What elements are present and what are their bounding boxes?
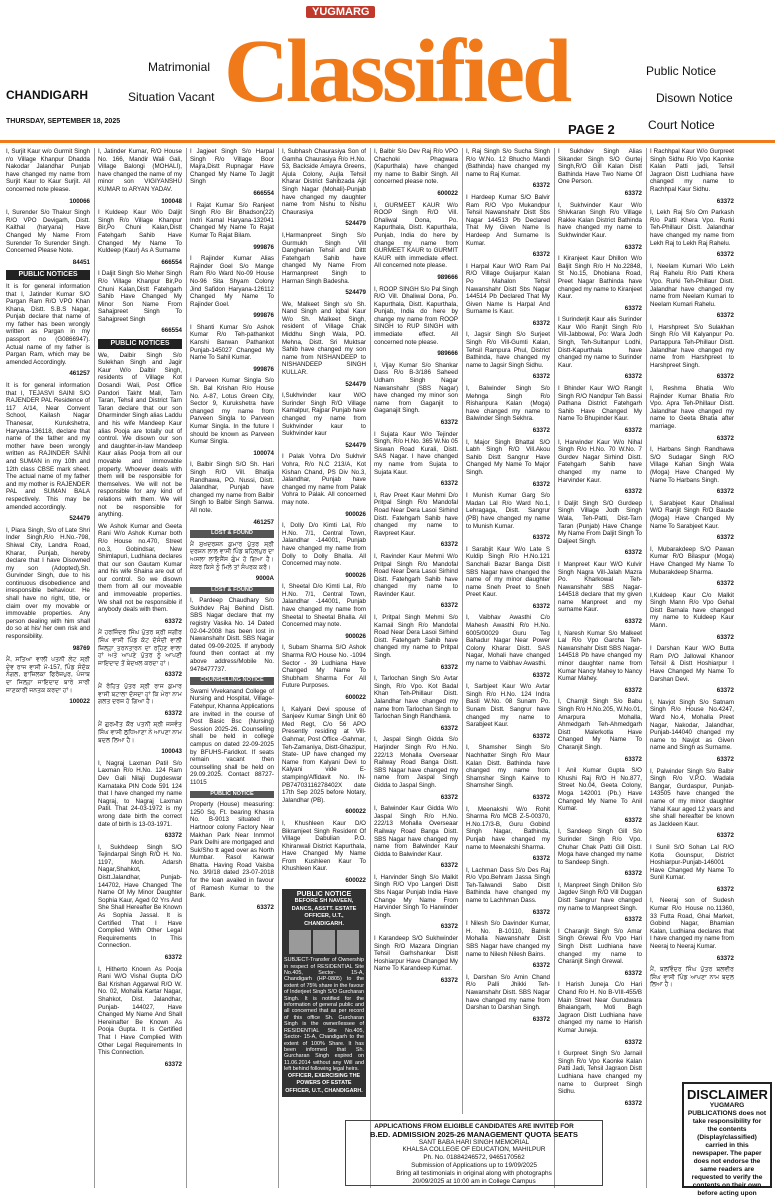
entry-code: 524479	[69, 515, 90, 523]
classified-entry: I, Pritpal Singh Mehmi S/o Karnail Singh R/o Mandofal Road Near Dera Lasoi Sirhind Distt. Fatehgarh Sahib have changed my name to Pritpal Singh.	[374, 614, 458, 660]
classified-entry: I, Reshma Bhatia W/o Rajinder Kumar Bhatia R/o Vpo. Apra Teh-Phillaur Distt. Jalandhar have changed my name to Geeta Bhatia after marriage.	[650, 385, 734, 430]
column-6	[466, 148, 550, 1114]
classified-entry: I, Kalyani Devi spouse of Sanjeev Kumar Singh Unit 60 Med Regt, C/o 56 APO Presently residing at Vill-Gahmar, Post Office -Gahmar, Teh-Zamaniya, Distt-Ghazipur, State- UP have changed my Name from Kalyani Devi to Kalyani vide E-stamping/Affidavit No. IN-PB74703116278402X date 17th Sep 2025 before Notary, Jalandhar (PB).	[282, 705, 366, 804]
column-8	[650, 148, 734, 1076]
classified-entry: I, Harshpreet S/o Sulakhan Singh R/o Vill Kalyanpur Po. Partappura Teh-Phillaur Distt. Jalandhar have changed my name from Harshpreet to Harshpreet Singh.	[650, 323, 734, 369]
classified-entry: I Gurpreet Singh S/o Jarnail Singh R/o Vpo Kaonke Kalan Patti Jadi, Tehsil Jagraon Distt Ludhiana have changed my name to Gurpreet Singh Sidhu.	[558, 1050, 642, 1096]
classified-entry: I, Sarbjeet Kaur W/o Avtar Singh R/o H.No. 124 Indra Basti W.No. 08 Sunam Po. Sunam Distt. Sangrur have changed my name to Sarabjeet Kaur.	[466, 683, 550, 729]
admission-line: APPLICATIONS FROM ELIGIBLE CANDIDATES ARE INVITED FOR	[374, 1123, 574, 1130]
classified-entry: ਮੈਂ ਗੁਰਮੀਤ ਕੌਰ ਪਤਨੀ ਸ਼੍ਰੀ ਜਸਵੰਤ ਸਿੰਘ ਵਾਸੀ ਲੁਧਿਆਣਾ ਨੇ ਆਪਣਾ ਨਾਮ ਬਦਲ ਲਿਆ ਹੈ।	[98, 721, 182, 744]
classified-entry: I, GURMEET KAUR W/o ROOP Singh R/O Vill. Dhaliwal Dona, Po. Kapurthala, Distt. Kapurthala, Punjab, India do here by change my name from GURMEET KAUR to GURMIT KAUR with immediate effect. All concerned note please.	[374, 201, 458, 270]
section-heading: LOST & FOUND	[190, 530, 274, 538]
classified-entry: I, Rav Preet Kaur Mehmi D/o Pritpal Singh R/o Mandofal Road Near Dera Lasoi Sirhind Distt. Fatehgarh Sahib have changed my name to Ravpreet Kaur.	[374, 491, 458, 537]
person-photo	[313, 930, 335, 954]
classified-entry: I Kuldeep Kaur W/o Daljit Singh R/o Village Khanpur Bir,Po Chuni Kalan,Distt Fatehgarh Sahib Have Changed My Name To Kuldeep (Kaur) As A Surname	[98, 209, 182, 255]
column-divider	[554, 148, 555, 1188]
entry-code: 63372	[624, 1038, 642, 1046]
classified-entry: I, Nagraj Laxman Patil S/o Laxman R/o H.No. 124 Ram Dev Gali Nilaji Dugdeswar Karnataka PIN Code 591 124 that I have changed my name Nagraj, to Nagraj Laxman Patil. That 24-03-1972 is my wrong date birth the correct date of birth is 13-03-1971.	[98, 759, 182, 828]
classified-entry: I Nilesh S/o Davinder Kumar, H. No. B-10110, Balmik Mohalla Nawanshahr Distt SBS Nagar have changed my name to Nilesh Nilesh Bains.	[466, 920, 550, 958]
classified-entry: I, Sheetal D/o Kimti Lal, R/o H.No. 7/1, Central Town, Jalandhar -144001, Punjab have changed my name from Sheetal to Sheetal Bhalla. All Concerned may note.	[282, 583, 366, 629]
notice-text: SUBJECT-Transfer of Ownership in respect of RESIDENTIAL Site No.405, Sector- 15-A, Chandigarh (HP-0805) to the extent of 75% share in the favour of Inderjeet Singh S/O Gurcharan Singh. It is notified for the information of general public and all concerned that as per record of this office Sh. Gurcharan Singh is the owner/lessee of RESIDENTIAL Site No.405, Sector- 15-A, Chandigarh to the extent of 100% Share. It has been informed that Sh. Gurcharan Singh expired on 11.06.2014 without any Will and left behind following legal heirs.	[284, 957, 365, 1073]
entry-code: 900026	[345, 571, 366, 579]
classified-entry: I, Meenakshi W/o Rohit Sharma R/o MCB Z-5-00370, H.No.17/3-B, Guru Gobind Singh Nagar, Bathinda, Punjab have changed my name to Meenakshi Sharma.	[466, 805, 550, 851]
classified-entry: I, Balwinder Singh S/o Mehnga Singh R/o Rishanpura Kalan (Moga) have changed my name to Balwinder Singh Sekhra.	[466, 385, 550, 423]
entry-code: 63372	[716, 832, 734, 840]
classified-entry: I, Subhash Chaurasiya Son of Gamha Chaurasiya R/o H.No. 53, Backside Amayra Greens, Ajula Colony, Aujla Tehsil Kharar District Sahibzada Ajit Singh Nagar (Mohali)-Punjab have changed my daughter name from Nishu to Nishu Chaurasiya	[282, 148, 366, 216]
admission-ad	[345, 1120, 603, 1186]
classified-entry: I Darshan Kaur W/O Butta Ram P/O Jallowal Khanoor Tehsil & Distt Hoshiarpur I Have Changed My Name To Darshan Devi.	[650, 645, 734, 683]
notice-photos	[284, 929, 364, 958]
entry-code: 63372	[532, 319, 550, 327]
section-heading: PUBLIC NOTICES	[98, 339, 182, 349]
section-heading: PUBLIC NOTICE	[190, 791, 274, 799]
column-2	[98, 148, 182, 1188]
matrimonial-label: Matrimonial	[148, 60, 211, 74]
entry-code: 989666	[437, 350, 458, 358]
entry-code: 63372	[440, 663, 458, 671]
classified-entry: I, Surjit Kaur w/o Gurmit Singh r/o Village Khanpur Dhadda Nakodar Jalandhar Punjab have changed my name from Surjit Kaur to Kaur Surjit. All concerned note please.	[6, 148, 90, 193]
section-heading: LOST & FOUND	[190, 587, 274, 595]
entry-code: 524479	[345, 220, 366, 228]
classified-entry: I, Ravinder Kaur Mehmi W/o Pritpal Singh R/o Mandofal Road Near Dera Lasoi Sirhind Distt. Fatehgarh Sahib have changed my name to Ravinder Kaur.	[374, 552, 458, 598]
admission-line: Submission of Applications up to 19/09/2025	[411, 1161, 537, 1169]
entry-code: 100066	[69, 197, 90, 205]
classified-entry: I, Pardeep Chaudhary S/o Sukhdev Raj Behind Distt. SBS Nagar declare that my registry Vasika No. 14 Dated 02-04-2008 has been lost in Nawanshahr Distt. SBS Nagar dated 09-09-2025. If anybody found then contact at my above address/Mobile No. 9478477737.	[190, 597, 274, 673]
classified-entry: I Sunil S/O Sohan Lal R/O Kotla Gounspur, District Hoshiarpur-Punjab-146001 Have Changed My Name To Sunil Kumar.	[650, 843, 734, 882]
entry-code: 63372	[624, 304, 642, 312]
entry-code: 63372	[532, 427, 550, 434]
classified-entry: It is for general information that I, TEJASVI SAINI S/O RAJENDER PAL Residence of 117 A/14, Near Convent School, Kailash Nagar Thanesar, Kurukshetra, Haryana-136118, declare that name of the father and my mother have been wrongly written as RAJINDER SAINI and SUMAN in my 10th and 12th class CBSE mark sheet. The actual name of my father and my mother is RAJENDER PAL and SUMAN BALA respectively. This may be amended accordingly.	[6, 382, 90, 511]
person-photo	[289, 930, 311, 954]
entry-code: 63372	[440, 793, 458, 801]
classified-entry: I, Manpreet Singh Dhillon S/o Jagdev Singh R/O Vill Duggan Distt Sangrur have changed my name to Manpreet Singh.	[558, 881, 642, 912]
column-1	[6, 148, 90, 1188]
situation-label: Situation Vacant	[128, 90, 215, 104]
entry-code: 63372	[716, 488, 734, 496]
entry-code: 63372	[532, 793, 550, 801]
entry-code: 63372	[164, 671, 182, 679]
entry-code: 63372	[164, 617, 182, 625]
entry-code: 63372	[624, 686, 642, 694]
entry-code: 63372	[716, 534, 734, 542]
entry-code: 63372	[440, 602, 458, 610]
entry-code: 63372	[624, 549, 642, 557]
classified-entry: I, Lachman Dass S/o Des Raj R/o Vpo.Behram Jassa Singh Teh-Talwandi Sabo Distt Bathinda have changed my name to Lachhman Dass.	[466, 866, 550, 905]
entry-code: 989666	[437, 273, 458, 281]
city-label: CHANDIGARH	[6, 88, 88, 102]
disclaimer-box	[682, 1082, 772, 1197]
classified-entry: I, Jatinder Kumar, R/O House No. 166, Mandir Wali Gali, Village Balongi (MOHALI), have changed the name of my minor son VIGIYANSHU KUMAR to ARYAN YADAV.	[98, 148, 182, 193]
entry-code: 63372	[532, 732, 550, 740]
entry-code: 63372	[256, 903, 274, 911]
entry-code: 63372	[532, 251, 550, 259]
public-notice-box	[282, 889, 366, 1098]
entry-code: 63372	[532, 855, 550, 863]
classified-entry: I Kiranjeet Kaur Dhillon W/o Baljit Singh R/o H No.22848, St No.15, Dhobiana Road, Preet Nagar Bathinda have changed my name to Kiranjeet Kaur.	[558, 255, 642, 301]
notice-heading: BEFORE SH NAVEEN, DANCS, ASSTT. ESTATE OFFICER, U.T., CHANDIGARH.	[291, 898, 357, 928]
classified-entry: I Munish Kumar Garg S/o Madan Lal R/o Ward No.1, Lehragaga, Distt. Sangrur (PB) have changed my name to Munish Kumar.	[466, 492, 550, 530]
entry-code: 63372	[716, 373, 734, 381]
entry-code: 63372	[532, 602, 550, 610]
classified-entry: I, Harbans Singh Randhawa S/O Sudagar Singh R/O Village Kahan Singh Wala (Moga) Have Changed My Name To Harbans Singh.	[650, 446, 734, 484]
entry-code: 63372	[440, 480, 458, 488]
entry-code: 100048	[161, 197, 182, 205]
entry-code: 63372	[624, 243, 642, 251]
entry-code: 63372	[164, 832, 182, 840]
entry-code: 600022	[345, 808, 366, 816]
column-divider	[370, 148, 371, 1188]
admission-line: Bring all testimonials in original along with photographs	[396, 1169, 552, 1177]
classified-entry: I Rajinder Kumar Alias Rajinder Goel S/o Mange Ram R/o Ward No-09 House No-96 Sita Shyam Colony Jind Safidon Haryana-126112 Changed My Name To Rajinder Goel.	[190, 255, 274, 308]
classified-entry: I, Shamsher Singh S/o Nachhatter Singh R/o Maur Kalan Distt. Bathinda have changed my name from Shamsher Singh Kairve to Shamsher Singh.	[466, 744, 550, 790]
classified-entry: It is for general information that I, Jatinder Kumar S/O Pargan Ram R/O VPO Khan Khana, Distt. S.B.S Nagar, Punjab declare that name of my father has been wrongly written as Pargan in my passport no (G0866947). Actual name of my father is Pargan Ram, which may be amended Accordingly.	[6, 282, 90, 366]
classified-entry: Swami Vivekanand College of Nursing and Hospital, Village-Fatehpur, Khanna Applications are invited in the course of Post Basic Bsc (Nursing) Session 2025-26. Counselling shall be held in college campus on dated 22-09-2025 by BFUHS-Faridkot. If seats remain vacant then counselling shall be held on 29.09.2025. Contact 88727-11015	[190, 687, 274, 786]
classified-entry: I, Major Singh Bhattal S/O Labh Singh R/O Vill.Akou Sahib Distt Sangrur Have Changed My Name To Major Singh.	[466, 438, 550, 476]
classified-entry: I,Harmanpreet Singh S/o Gurmukh Singh Vill Dangherian Tehsil and Dittt Fatehgarh Sahib have changed My Name From Harmanpreet Singh to Harman Singh Badesha.	[282, 231, 366, 285]
classified-entry: I,Sukhvinder kaur W/O Surinder Singh R/O Village Kamalpur, Rajpar Punjab have changed my name from Sukhvinder kaur to Sukhvinder kaur	[282, 392, 366, 438]
entry-code: 63372	[440, 923, 458, 931]
classified-entry: ਮੈਂ, ਸਤਿਆ ਵਾਲੀ ਪਤਨੀ ਲੇਟ ਸ਼੍ਰੀ ਦੇਵ ਰਾਜ ਵਾਸੀ ਮੋ-157, ਪਿੰਡ ਸੰਦੋਕ ਨੰਗਲ, ਫਾਜ਼ਿਲਕਾ ਫਿਰੋਜ਼ਪੁਰ, ਪੰਜਾਬ ਦਾ ਜਿਲ੍ਹਾ ਜਾਇਦਾਦ ਬਾਰੇ ਸਾਰੀ ਜਾਣਕਾਰੀ ਜਨਤਕ ਕਰਦਾ ਹਾਂ।	[6, 656, 90, 694]
entry-code: 63372	[624, 969, 642, 977]
entry-code: 63372	[716, 197, 734, 205]
entry-code: 100074	[253, 449, 274, 457]
classified-entry: I, Vaibhav Awasthi C/o Mahesh Awasthi R/o H.No. 6005/00029 Guru Teg Bahadur Nagar Near Power Colony Kharar Distt. SAS Nagar, Mohali have changed my name to Vaibhav Awasthi.	[466, 614, 550, 668]
column-divider	[278, 148, 279, 1188]
entry-code: 98769	[72, 644, 90, 652]
classified-entry: I Anil Kumar Gupta S/O Khushi Raj R/O H No.877, Street No.04, Geeta Colony, Moga 142001 (Pb.) Have Changed My Name To Anil Kumar.	[558, 767, 642, 813]
entry-code: 63372	[532, 480, 550, 488]
admission-line: Ph. No. 01884246572, 9465170562	[423, 1154, 525, 1162]
classified-entry: I,Kuldeep Kaur C/o Malkit Singh Mann R/o Vpo Gehal Distt Barnala have changed my name to Kuldeep Kaur Mann.	[650, 591, 734, 630]
entry-code: 63372	[532, 908, 550, 916]
classified-entry: I, Raj Singh S/o Sucha Singh R/o W.No. 12 Bhucho Mandi (Bathinda) have changed my name to Raj Kumar.	[466, 148, 550, 178]
classified-entry: I, Balbir Singh S/O Sh. Hari Singh R/O Vill. Bhatija Randhawa, PO. Nussi, Distt. Jalandhar, Punjab have changed my name from Balbir Singh to Balbir Singh Sanwa. All note.	[190, 461, 274, 514]
column-divider	[646, 148, 647, 1188]
entry-code: 900026	[345, 632, 366, 640]
entry-code: 63372	[440, 724, 458, 732]
entry-code: 63372	[624, 488, 642, 496]
entry-code: 600022	[345, 694, 366, 701]
public-notice-label: Public Notice	[646, 64, 717, 78]
column-divider	[94, 148, 95, 1188]
classified-entry: I, Khushleen Kaur D/O Bikramjeet Singh Resident Of Village Dabulian P.O. Khiranwali District Kapurthala, Have Changed My Name From Kushleen Kaur To Khushleen Kaur.	[282, 819, 366, 873]
entry-code: 63372	[716, 251, 734, 259]
classified-entry: I Sukhdev Singh Alias Sikander Singh S/O Gurtej Singh,R/O Gill Kalan Distt Bathinda Have Two Name Of One Person.	[558, 148, 642, 186]
classified-entry: I, Hitherto Known As Pooja Rani W/O Vishal Gupta D/O Bal Krishan Aggarwal R/O W. No. 02, Mohalla Kartar Nagar, Shahkot, Dist. Jalandhar, Punjab- 144027, Have Changed My Name And Shall Hereinafter Be Known As Pooja Gupta. It is Certified That I Have Complied With Other Legal Requirements In This Connection.	[98, 965, 182, 1057]
notice-heading: PUBLIC NOTICE	[296, 890, 352, 898]
entry-code: 666554	[253, 189, 274, 197]
section-heading: COUNSELLING NOTICE	[190, 677, 274, 685]
entry-code: 900026	[345, 510, 366, 518]
classified-entry: I, Jagsir Singh S/o Surjeet Singh R/o Vill-Gumti Kalan, Tehsil Rampura Phul, District Bathinda, have changed my name to Jagsir Singh Sidhu.	[466, 331, 550, 369]
entry-code: 63372	[624, 1099, 642, 1107]
classified-entry: I, Dolly D/o Kimti Lal, R/o H.No. 7/1, Central Town, Jalandhar -144001, Punjab have changed my name from Dolly to Dolly Bhalla. All Concerned may note.	[282, 522, 366, 568]
classified-entry: I Sarabjit Kaur W/o Late S Kuldip Singh R/o H.No.121 Sanchali Bazar Banga Distt SBS Nagar have changed the name of my minor daughter name Sneh Preet to Sneh Preet Kaur.	[466, 545, 550, 599]
classified-entry: I, Neeraj son of Sudesh Kumar R/o House no.11360, 33 Futta Road, Ghai Market, Gobind Nagar, Bhamian Kalan, Ludhiana declares that I have changed my name from Neeraj to Neeraj Kumar.	[650, 897, 734, 951]
classified-entry: I, Piara Singh, S/o of Late Shri Inder Singh,R/o H.No.-798, Shiwal City, Landra Road, Kharar, Punjab, hereby declare that I have Disowned my son (Adopted),Sh. Gurvinder Singh, due to his continuous disobedience and irresponsible behaviour. He shall have no right, title, or claim over my movable or immovable properties. Any person dealing with him shall do so at his/ her own risk and responsibility.	[6, 526, 90, 641]
entry-code: 63372	[532, 962, 550, 970]
entry-code: 63372	[716, 312, 734, 320]
disclaimer-text: YUGMARG PUBLICATIONS does not take responsibility for the contents (Display/classified) carried in this newspaper. The paper does not endorse the same readers are requested to verify the contents on their own before acting upon	[687, 1102, 767, 1197]
entry-code: 63372	[532, 534, 550, 542]
column-divider	[462, 148, 463, 1114]
column-3	[190, 148, 274, 1188]
admission-line: 20/09/2025 at 10:00 am in College Campus	[412, 1177, 536, 1185]
classified-entry: I Sujata Kaur W/o Tejinder Singh, R/o H.No. 365 W.No 05 Siswan Road Kurali, Distt. SAS Nagar. I have changed my name from Sujata to Sujata Kaur.	[374, 430, 458, 476]
entry-code: 63372	[716, 755, 734, 763]
classified-entry: I, Jaspal Singh Gidda S/o Harjinder Singh R/o H.No. 222/13 Mohalla Overseaar Railway Road Banga Distt. SBS Nagar have changed my name from Jaspal Singh Gidda to Jaspal Singh.	[374, 736, 458, 789]
classified-entry: We Ashok Kumar and Geeta Rani W/o Ashok Kumar both R/o House no.470, Street no.3, Gobindsar, New Shimlapuri, Ludhiana declares that our son Gautam Kumar and his wife Shaina are out of our control. So we disown them from all our moveable and immoveable properties. We shall not be responsible if anybody deals with them.	[98, 522, 182, 614]
disclaimer-title: DISCLAIMER	[687, 1087, 768, 1102]
classified-entry: I Manpreet Kaur W/O Kulvir Singh Nagra Vill-Jalah Mazra Po. Kharkowal Teh-Nawanshahr SBS Nagar-144518 declare that my given name Manpreet and my surname Kaur.	[558, 560, 642, 614]
entry-code: 63372	[624, 189, 642, 197]
entry-code: 9000A	[255, 575, 274, 583]
classified-entry: I Rachhpal Kaur W/o Gurpreet Singh Sidhu R/o Vpo Kaonke Kalan Patti jadi, Tehsil Jagraon Distt Ludhiana have changed my name to Rachhpal Kaur Sidhu.	[650, 148, 734, 193]
entry-code: 63372	[624, 916, 642, 924]
classified-entry: ਮੈਂ ਹਰਜਿੰਦਰ ਸਿੰਘ ਪੁੱਤਰ ਸ਼੍ਰੀ ਜਗੀਰ ਸਿੰਘ ਵਾਸੀ ਪਿੰਡ ਕੋਟ ਦੋਸੰਦੀ ਵਾਲੀ ਜ਼ਿਲ੍ਹਾ ਤਰਨਤਾਰਨ ਦਾ ਰਹਿਣ ਵਾਲਾ ਹਾਂ ਅਤੇ ਆਪਣੇ ਪੁੱਤਰ ਨੂੰ ਆਪਣੀ ਜਾਇਦਾਦ ਤੋਂ ਬੇਦਖਲ ਕਰਦਾ ਹਾਂ।	[98, 629, 182, 667]
entry-code: 63372	[716, 954, 734, 962]
entry-code: 63372	[164, 709, 182, 717]
admission-line: KHALSA COLLEGE OF EDUCATION, MAHILPUR	[402, 1146, 546, 1154]
disown-notice-label: Disown Notice	[656, 91, 733, 105]
entry-code: 524479	[345, 380, 366, 388]
entry-code: 100022	[69, 698, 90, 706]
entry-code: 666554	[161, 327, 182, 335]
entry-code: 461257	[253, 518, 274, 526]
classified-entry: ਮੈਂ ਰੋਹਿਤ ਪੁੱਤਰ ਸ਼੍ਰੀ ਰਾਜ ਕੁਮਾਰ ਵਾਸੀ ਬਟਾਲਾ ਦੱਸਦਾ ਹਾਂ ਕਿ ਮੇਰਾ ਨਾਮ ਗਲਤ ਦਰਜ ਹੋ ਗਿਆ ਹੈ।	[98, 683, 182, 706]
classified-entry: I Daljit Singh S/O Gurdeep Singh Village Jodh Singh Wala, Teh-Patti, Dist-Tarn Taran (Punjab) Have Change My Name From Daljit Singh To Daljeet Singh.	[558, 499, 642, 545]
entry-code: 600022	[437, 189, 458, 197]
classified-entry: I, Naresh Kumar S/o Malkeet Lal R/o Vpo Garcha Teh-Nawanshahr Distt SBS Nagar-144518 Pb have changed my minor daughter name from Kumar Nancy Mahey to Nancy Kumar Mahey.	[558, 629, 642, 683]
classified-entry: I Karandeep S/O Sukhwinder Singh R/O Mazara Dingrian Tehsil Garhshankar Distt Hoshiarpur Have Changed My Name To Karandeep Kumar.	[374, 935, 458, 973]
classified-entry: I Harpal Kaur W/O Ram Pal R/O Village Guijarpur Kalan Po Mahalon Tehsil Nawanshahr Distt Sbs Nagar 144514 Pb Declared That My Given Name Is Harpal And Surname Is Kaur.	[466, 262, 550, 316]
classified-entry: I, Neelam Kumari W/o Lekh Raj Rahelu R/o Patti Khera Vpo. Rurki Teh-Phillaur Distt. Jalandhar have changed my name from Neelam Kumari to Neelam Kumari Rahelu.	[650, 262, 734, 308]
entry-code: 63372	[440, 862, 458, 870]
classified-entry: ਮੈਂ, ਬਲਵਿੰਦਰ ਸਿੰਘ ਪੁੱਤਰ ਬਲਵੀਰ ਸਿੰਘ ਵਾਸੀ ਪਿੰਡ ਆਪਣਾ ਨਾਮ ਬਦਲ ਲਿਆ ਹੈ।	[650, 966, 734, 989]
entry-code: 524479	[345, 289, 366, 297]
notice-footer: OFFICER, EXERCISING THE POWERS OF ESTATE OFFICER, U.T., CHANDIGARH.	[285, 1072, 363, 1094]
entry-code: 999876	[253, 312, 274, 320]
entry-code: 63372	[532, 671, 550, 679]
classified-entry: I, Harwinder Kaur W/o Nihal Singh R/o H.No. 70 W.No. 7 Gurdev Nagar Sirhind Distt. Fatehgarh Sahib have changed my name to Harvinder Kaur.	[558, 438, 642, 484]
classified-entry: We, Malkeet Singh s/o Sh. Nand Singh and Iqbal Kaur W/o Sh. Malkeet Singh, resident of Village Chak Middhu Singh Wala, PO. Mehna, Distt. Sri Muktsar Sahib have changed my son name from NISHANDEEP to NISHANDEEP SINGH KULLAR.	[282, 300, 366, 377]
classified-entry: I, Sukhdeep Singh S/O Tejindarpal Singh R/O H. No. 1197, Moh. Adarsh Nagar,Shahkot, Distt.Jalandhar, Punjab-144702, Have Changed The Name Of My Minor Daughter Sophia Kaur, Aged 02 Yrs And She Shall Hereafter Be Known As Sophia Jassal. It is Certified That I Have Complied With Other Legal Requirements In This Connection.	[98, 843, 182, 950]
entry-code: 524479	[345, 441, 366, 449]
classified-entry: I, Subam Sharma S/O Ashok Sharma R/O House No. -1094 Sector - 39 Ludhiana Have Changed My Name To Shubham Sharma For All Future Purposes.	[282, 644, 366, 690]
classified-entry: Property (House) measuring: 1250 Sq. Ft. bearing Khasra No. B-9013 situated in Hartnoor colony Factory Near Makhan Park Near Inmmol Park Delhi are mortgaged and Suk/Sho tt aged over as North Mumbar. Rasol Kanwar Bhatta. Having Road Vaisba No. 3/9/18 dated 23-07-2018 for the loan availed in favour of Ramesh Kumar to the Bank.	[190, 801, 274, 900]
classified-entry: I Harish Juneja C/o Hari Chand R/o H. No B-VIII-455/B Main Street Near Gurudwara Bhaiangarh, Moti Bagh Jagraon Distt Ludhiana have changed my name to Harish Kumar Juneja.	[558, 981, 642, 1034]
entry-code: 63372	[624, 755, 642, 763]
column-5	[374, 148, 458, 1114]
entry-code: 63372	[164, 1060, 182, 1068]
entry-code: 63372	[440, 541, 458, 549]
entry-code: 63372	[624, 373, 642, 381]
entry-code: 63372	[164, 954, 182, 961]
entry-code: 100043	[161, 748, 182, 756]
entry-code: 63372	[716, 687, 734, 695]
entry-code: 461257	[69, 370, 90, 378]
entry-code: 63372	[532, 373, 550, 381]
entry-code: 63372	[716, 633, 734, 641]
classified-entry: We, Dalbir Singh S/o Sulekhan Singh and Jagir Kaur W/o Dalbir Singh, residents of Village Kot Dosandi Wali, Post Office Pandori Takht Mall, Tarn Taran, Tehsil and District Tarn Taran declare that our son Dharminder Singh alias Laddu and his wife Mandeep Kaur alias Pooja are totally out of control. We disown our son and daughter-in-law Mandeep Kaur alias Pooja from all our movable and immovable property. Whoever deals with them will be responsible for themselves. We will not be responsible for any kind of relations with them. We will not be responsible for anything.	[98, 351, 182, 519]
entry-code: 63372	[440, 977, 458, 984]
entry-code: 600022	[345, 877, 366, 885]
classified-entry: I, Surender S/o Thakur Singh R/O VPO Devigarh, Distt. Kaithal (haryana) Have Changed My Name From Surender To Surender Singh. Concerned Please Note.	[6, 209, 90, 255]
classified-entry: I, Sarabjeet Kaur Dhaliwal W/O Ranjit Singh R/O Baude (Moga) Have Changed My Name To Sarabjeet Kaur.	[650, 499, 734, 530]
column-divider	[186, 148, 187, 1188]
classified-entry: I Charanjit Singh S/o Amar Singh Grewal R/o Vpo Hari Singh Distt Ludhiana have changed my name to Charanjit Singh Grewal.	[558, 927, 642, 966]
classified-entry: I Surinderjit Kaur alis Surinder Kaur W/o Ranjit Singh R/o Vill-Jabbowal, Po: Wara Jodh Singh, Teh-Sultanpur Lodhi, Distt-Kapurthala have changed my name to Surinder Kaur.	[558, 316, 642, 369]
column-4	[282, 148, 366, 1188]
entry-code: 63372	[532, 1015, 550, 1023]
classified-entry: I, Vijay Kumar S/o Shankar Dass R/o B-3/186 Saheed Udham Singh Nagar Nawanshahr (SBS Nagar) have changed my minor son name from Gaganjit to Gaganajit Singh.	[374, 361, 458, 415]
entry-code: 63372	[624, 427, 642, 434]
entry-code: 84451	[72, 258, 90, 266]
classified-entry: I Jagjeet Singh S/o Harpal Singh R/o Village Boor Majra,Distt Rupnagar Have Changed My Name To Jagjit Singh	[190, 148, 274, 186]
classified-entry: I, Balwinder Kaur Gidda W/o Jaspal Singh R/o H.No. 222/13 Mohalla Overseaar Railway Road Banga Distt. SBS Nagar have changed my name from Balwinder Kaur Gidda to Balwinder Kaur.	[374, 805, 458, 858]
classified-entry: I, Charnjit Singh S/o Babu Singh R/o H.No.205, W.No.01, Amarpura Mohalla, Ahmedgarh Teh-Ahmedgarh Distt Malerkotla Have Changed My Name To Charanjit Singh.	[558, 698, 642, 751]
admission-line: SANT BABA HARI SINGH MEMORIAL	[418, 1138, 530, 1146]
classified-entry: I, Mubarakdeep S/O Pawan Kumar R/O Bilaspur (Moga) Have Changed My Name To Mubarakdeep Sharma.	[650, 545, 734, 576]
classified-entry: I, Palwinder Singh S/o Balbir Singh R/o V.P.O. Wadala Bangar, Gurdaspur, Punjab-143505 have changed the name of my minor daughter Yahal Kaur aged 12 years and she shall hereafter be known as Jackleen Kaur.	[650, 767, 734, 828]
classified-entry: I, Harvinder Singh S/o Malkit Singh R/O Vpo Langeri Distt Sbs Nagar Punjab India Have Change My Name From Harvinder Singh To Harwinder Singh.	[374, 873, 458, 919]
classified-entry: I, Tarlochan Singh S/o Avtar Singh, R/o Vpo. Kot Badal Khan Teh-Phillaur Distt. Jalandhar have changed my name from Tarlochan Singh to Tarlochan Singh Randhawa.	[374, 675, 458, 721]
court-notice-label: Court Notice	[648, 118, 715, 132]
classified-entry: I Palak Vohra D/o Sukhvir Vohra, R/o N.C 213/A, Kot Kishan Chand, PS Div No.3, Jalandhar, Punjab have changed my name from Palak Vohra to Palak. All concerned may note.	[282, 453, 366, 506]
classified-entry: I, ROOP SINGH S/o Pal Singh R/O Vill. Dhaliwal Dona, Po. Kapurthala, Distt. Kapurthala, Punjab, India do here by change my name from ROOP SINGH to RUP SINGH with immediate effect. All concerned note please.	[374, 285, 458, 346]
classified-entry: I Daljit Singh S/o Meher Singh R/o Village Khanpur Bir,Po Chuni Kalan,Distt Fatehgarh Sahib Have Changed My Minor Son Name From Sahajpreet Singh To Sahajpreet Singh	[98, 270, 182, 323]
classified-entry: ਮੈਂ ਸੁਖਦਰਸ਼ਨ ਕੁਮਾਰ ਪੁੱਤਰ ਸ਼੍ਰੀ ਦਰਸ਼ਨ ਲਾਲ ਵਾਸੀ ਪਿੰਡ ਬਹਿਲਪੁਰ ਦਾ ਅਸਲਾ ਲਾਇਸੈਂਸ ਗੁੰਮ ਹੋ ਗਿਆ ਹੈ। ਜੇਕਰ ਕਿਸੇ ਨੂੰ ਮਿਲੇ ਤਾਂ ਸੰਪਰਕ ਕਰੋ।	[190, 540, 274, 571]
classified-entry: I, Sukhvinder Kaur W/o Shivkaran Singh R/o Village Rakke Kalan District Bathinda have changed my name to Sukhwinder Kaur.	[558, 201, 642, 239]
classified-entry: I, Navjot Singh S/o Satnam Singh R/o House No.4247, Ward No.4, Mohalla Preet Nagar, Nakodar, Jalandhar, Punjab-144040 changed my name to Navjot as Given name and Singh as Surname.	[650, 698, 734, 752]
classified-entry: I, Balbir S/o Dev Raj R/o VPO Chachoki Phagwara (Kapurthala) have changed my name to Balbir Singh. All concerned please note.	[374, 148, 458, 186]
entry-code: 63372	[624, 618, 642, 626]
entry-code: 63372	[440, 419, 458, 426]
classified-entry: I Shanti Kumar S/o Ashok Kumar R/o Teh-pathankot Kanshi Barwan Pathankot Punjab-145027 Changed My Name To Sahil Kumar.	[190, 323, 274, 362]
entry-code: 63372	[716, 885, 734, 893]
entry-code: 63372	[716, 434, 734, 442]
entry-code: 63372	[532, 182, 550, 190]
classified-entry: I Hardeep Kumar S/O Balvir Ram R/O Vpo Mukandpur Tehsil Nawanshahr Distt Sbs Nagar 144513 Pb Declared That My Given Name Is Hardeep And Surname Is Kumar.	[466, 193, 550, 247]
page-title: Classified	[224, 22, 570, 121]
page-number: PAGE 2	[568, 122, 615, 137]
classified-entry: I Rajat Kumar S/o Ranjeet Singh R/o Bir Bhadson(22) Indri Karnal Haryana-132041 Changed My Name To Rajat Kumar To Rajat Bilam.	[190, 201, 274, 239]
entry-code: 999876	[253, 243, 274, 251]
classified-entry: I, Lekh Raj S/o Om Parkash R/o Patti Khera Vpo. Rurki Teh-Phillaur Distt. Jalandhar have changed my name from Lekh Raj to Lekh Raj Rahelu.	[650, 209, 734, 247]
section-heading: PUBLIC NOTICES	[6, 270, 90, 280]
classified-entry: I, Sandeep Singh Gill S/o Surinder Singh R/o Vpo. Chuhar Chak Patti Gill Distt. Moga have changed my name to Sandeep Singh.	[558, 828, 642, 866]
header-rule	[0, 140, 775, 143]
person-photo	[337, 930, 359, 954]
entry-code: 999876	[253, 365, 274, 373]
entry-code: 63372	[716, 580, 734, 588]
classified-entry: I Bhinder Kaur W/O Rangit Singh R/O Nandpur Teh Bassi Pathana District Fatehgarh Sahib Have Changed My Name To Bhupinder Kaur.	[558, 385, 642, 423]
entry-code: 63372	[624, 870, 642, 878]
admission-line: B.ED. ADMISSION 2025-26 MANAGEMENT QUOTA SEATS	[369, 1129, 578, 1139]
entry-code: 63372	[624, 816, 642, 824]
masthead	[0, 0, 775, 142]
date-label: THURSDAY, SEPTEMBER 18, 2025	[6, 118, 121, 125]
classified-entry: I, Darshan S/o Amin Chand R/o Palli Jhikki Teh-Nawanshahr Distt. SBS Nagar have changed my name from Darshan to Darshan Singh.	[466, 973, 550, 1012]
entry-code: 666554	[161, 258, 182, 266]
classified-entry: I Parveen Kumar Singla S/o Sh. Bal Krishan R/o House No. A-87, Lotus Green City, Sector 9, Kurukshetra have changed my name from Parveen Singla to Parveen Kumar Singla. In the future I should be known as Parveen Kumar Singla.	[190, 377, 274, 446]
column-7	[558, 148, 642, 1188]
brand-badge: YUGMARG	[306, 6, 375, 18]
